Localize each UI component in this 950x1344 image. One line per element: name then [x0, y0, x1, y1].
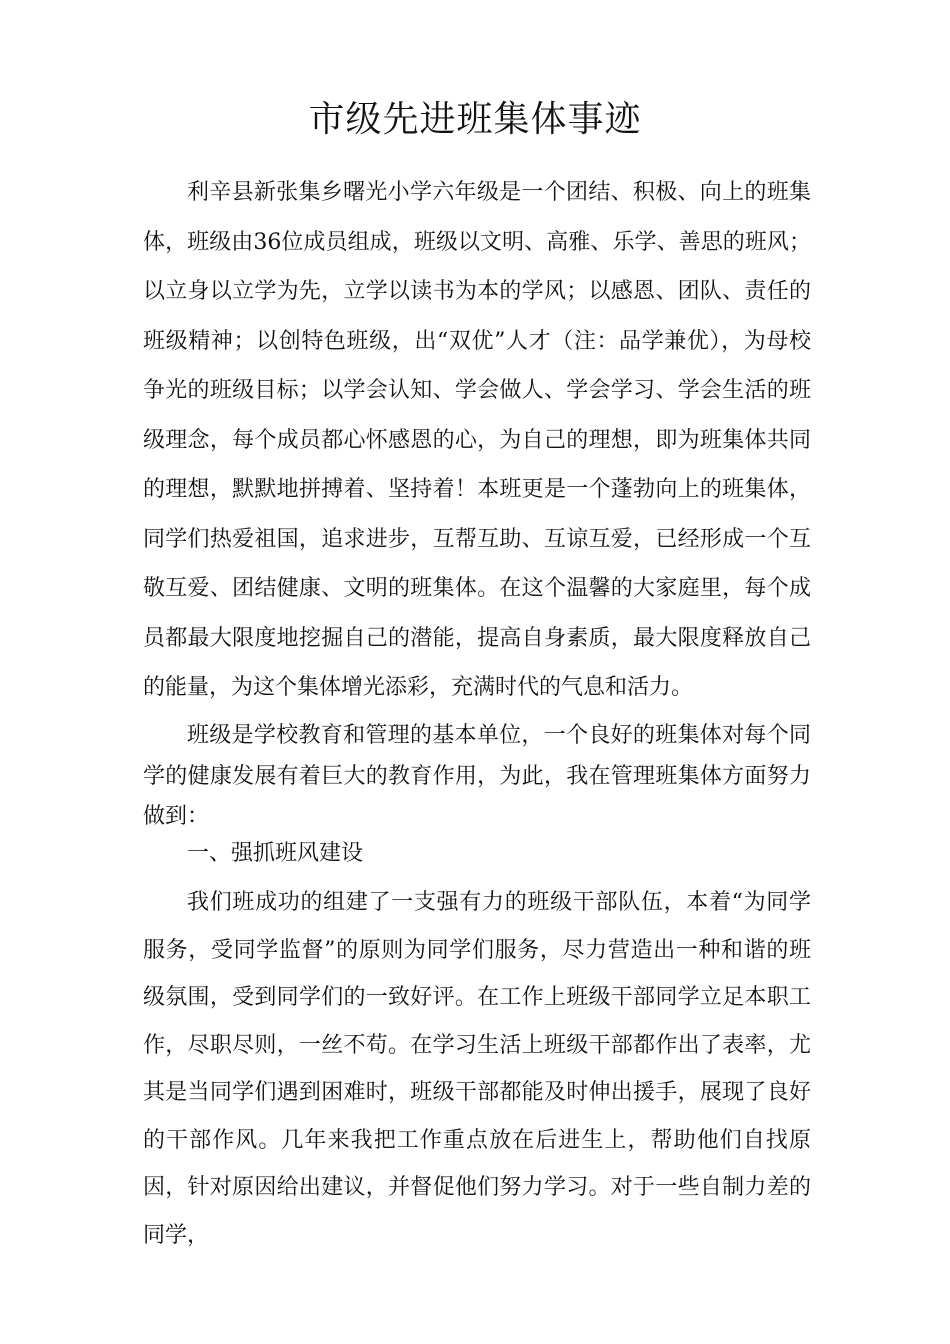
- section-heading-class-style: 一、强抓班风建设: [187, 841, 364, 866]
- document-title: 市级先进班集体事迹: [308, 99, 642, 140]
- paragraph-class-management: 班级是学校教育和管理的基本单位，一个良好的班集体对每个同学的健康发展有着巨大的教育作用，为此，我在管理班集体方面努力做到：: [143, 723, 811, 829]
- paragraph-class-cadres: 我们班成功的组建了一支强有力的班级干部队伍，本着“为同学服务，受同学监督”的原则为同学们服务，尽力营造出一种和谐的班级氛围，受到同学们的一致好评。在工作上班级干部同学立足本职工作，尽职尽则，一丝不苟。在学习生活上班级干部都作出了表率，尤其是当同学们遇到困难时，班级干部都能及时伸出援手，展现了良好的干部作风。几年来我把工作重点放在后进生上，帮助他们自找原因，针对原因给出建议，并督促他们努力学习。对于一些自制力差的同学，: [143, 890, 811, 1248]
- paragraph-class-introduction: 利辛县新张集乡曙光小学六年级是一个团结、积极、向上的班集体，班级由36位成员组成，班级以文明、高雅、乐学、善思的班风；以立身以立学为先，立学以读书为本的学风；以感恩、团队、责任的班级精神；以创特色班级，出“双优”人才（注：品学兼优），为母校争光的班级目标；以学会认知、学会做人、学会学习、学会生活的班级理念，每个成员都心怀感恩的心，为自己的理想，即为班集体共同的理想，默默地拼搏着、坚持着！本班更是一个蓬勃向上的班集体，同学们热爱祖国，追求进步，互帮互助、互谅互爱，已经形成一个互敬互爱、团结健康、文明的班集体。在这个温馨的大家庭里，每个成员都最大限度地挖掘自己的潜能，提高自身素质，最大限度释放自己的能量，为这个集体增光添彩，充满时代的气息和活力。: [143, 180, 811, 700]
